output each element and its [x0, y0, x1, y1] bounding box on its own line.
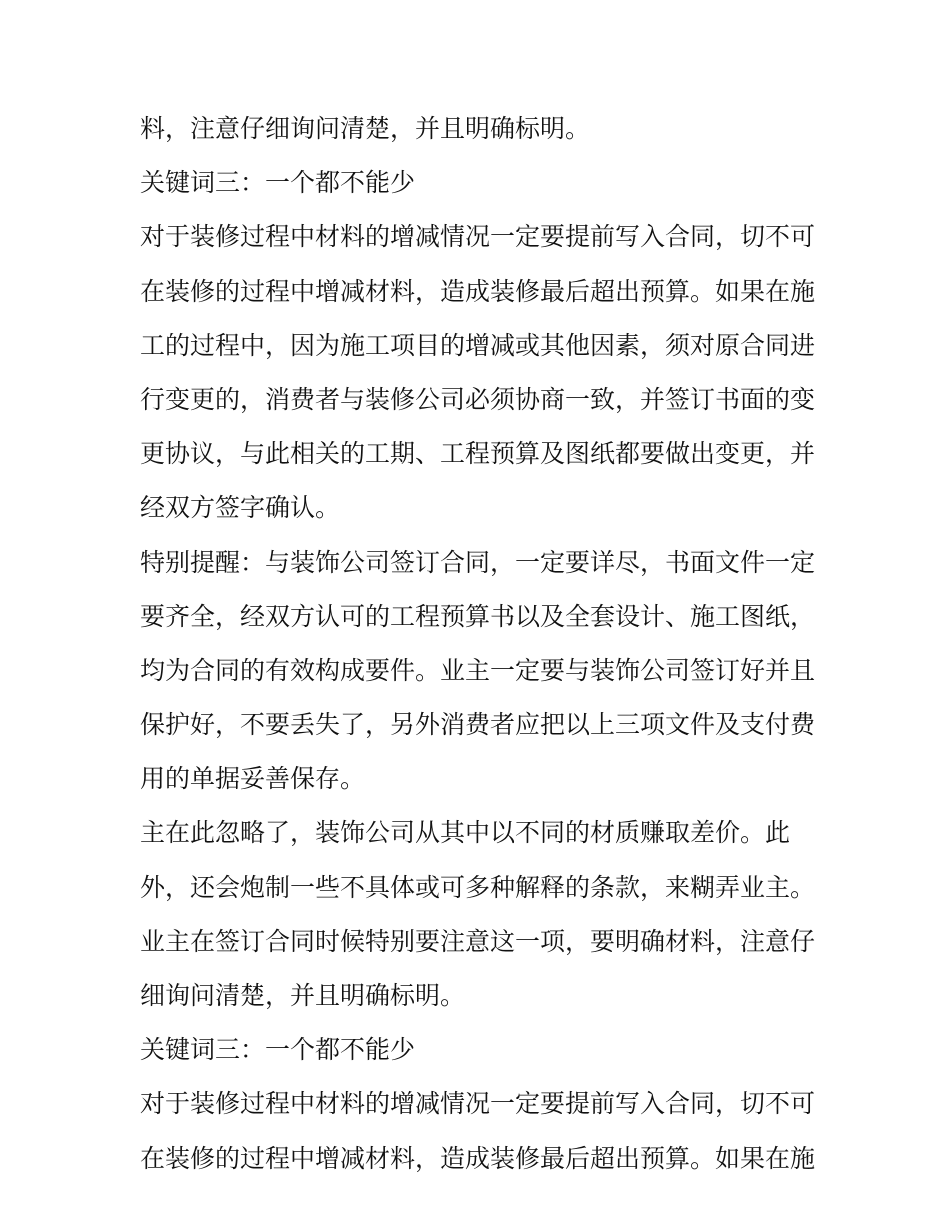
text-line: 主在此忽略了，装饰公司从其中以不同的材质赚取差价。此: [140, 818, 791, 848]
text-line: 对于装修过程中材料的增减情况一定要提前写入合同，切不可: [140, 222, 816, 252]
text-line: 要齐全，经双方认可的工程预算书以及全套设计、施工图纸，: [140, 601, 816, 631]
text-line: 在装修的过程中增减材料，造成装修最后超出预算。如果在施: [140, 276, 816, 306]
text-line: 用的单据妥善保存。: [140, 764, 366, 794]
text-line: 行变更的，消费者与装修公司必须协商一致，并签订书面的变: [140, 384, 816, 414]
text-line: 均为合同的有效构成要件。业主一定要与装饰公司签订好并且: [140, 655, 816, 685]
text-line: 细询问清楚，并且明确标明。: [140, 981, 466, 1010]
text-line: 料，注意仔细询问清楚，并且明确标明。: [140, 114, 591, 143]
text-line: 更协议，与此相关的工期、工程预算及图纸都要做出变更，并: [140, 439, 816, 469]
text-line: 经双方签字确认。: [140, 493, 341, 523]
text-line: 对于装修过程中材料的增减情况一定要提前写入合同，切不可: [140, 1089, 816, 1119]
section-heading: 关键词三：一个都不能少: [140, 1035, 416, 1065]
text-line: 外，还会炮制一些不具体或可多种解释的条款，来糊弄业主。: [140, 872, 816, 902]
text-line: 业主在签订合同时候特别要注意这一项，要明确材料，注意仔: [140, 926, 816, 956]
text-line: 在装修的过程中增减材料，造成装修最后超出预算。如果在施: [140, 1143, 816, 1173]
text-line: 保护好，不要丢失了，另外消费者应把以上三项文件及支付费: [140, 710, 816, 740]
section-heading: 关键词三：一个都不能少: [140, 168, 416, 198]
text-line: 特别提醒：与装饰公司签订合同，一定要详尽，书面文件一定: [140, 547, 816, 577]
document-body: [140, 102, 820, 1186]
text-line: 工的过程中，因为施工项目的增减或其他因素，须对原合同进: [140, 330, 816, 360]
